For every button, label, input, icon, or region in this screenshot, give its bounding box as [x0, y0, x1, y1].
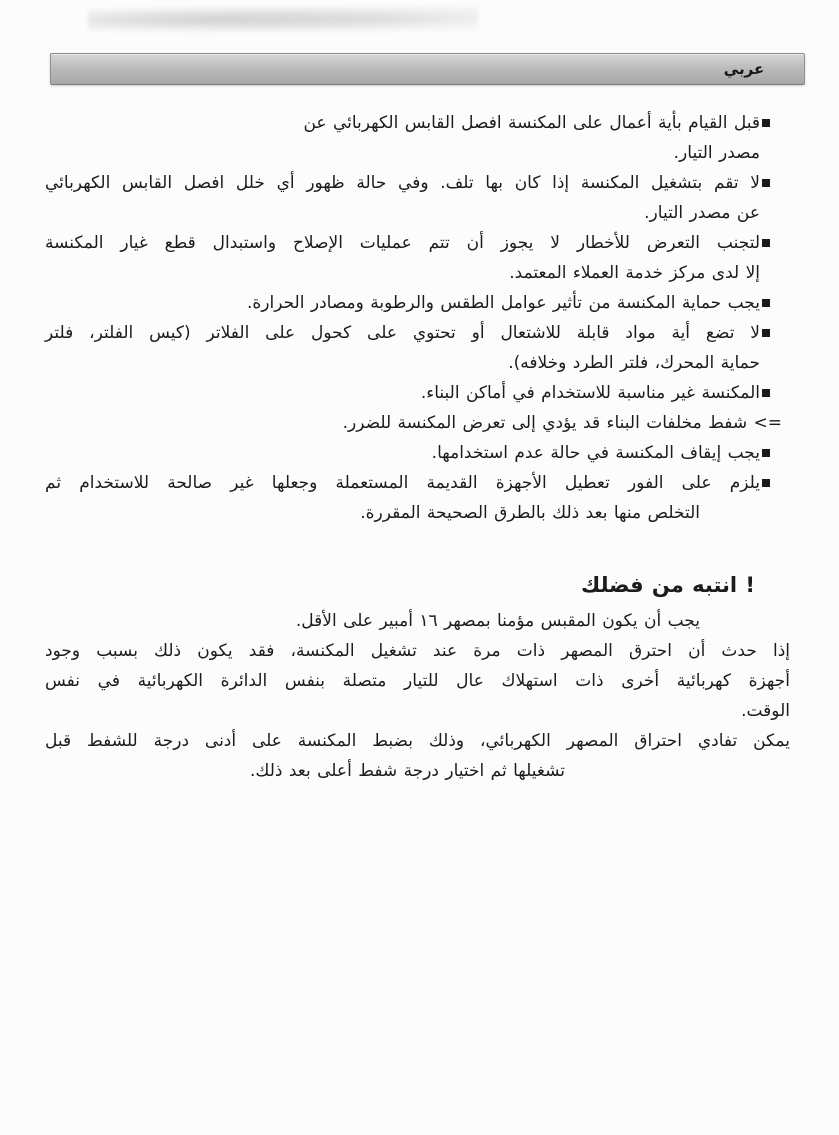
text-line: يجب حماية المكنسة من تأثير عوامل الطقس والرطوبة ومصادر الحرارة. [246, 293, 760, 313]
text-line: قبل القيام بأية أعمال على المكنسة افصل القابس الكهربائي عن [303, 113, 760, 133]
bullet-item [45, 108, 790, 168]
scan-artifact [88, 6, 478, 34]
bullet-item [45, 438, 790, 468]
bullet-item [45, 378, 790, 438]
text-line: => شفط مخلفات البناء قد يؤدي إلى تعرض المكنسة للضرر. [342, 413, 782, 433]
language-header-bar [50, 53, 805, 85]
text-line: حماية المحرك، فلتر الطرد وخلافه). [508, 353, 760, 373]
text-line: عن مصدر التيار. [644, 203, 760, 223]
bullet-square-icon [762, 119, 770, 127]
bullet-item [45, 288, 790, 318]
text-line: أجهزة كهربائية أخرى ذات استهلاك عال للتيار متصلة بنفس الدائرة الكهربائية في نفس [45, 671, 790, 691]
text-line: التخلص منها بعد ذلك بالطرق الصحيحة المقررة. [360, 503, 700, 523]
note-paragraph [45, 636, 790, 726]
bullet-square-icon [762, 479, 770, 487]
bullet-square-icon [762, 179, 770, 187]
text-line: يجب إيقاف المكنسة في حالة عدم استخدامها. [431, 443, 760, 463]
bullet-square-icon [762, 329, 770, 337]
language-label: عربي [722, 60, 765, 78]
safety-bullet-list [45, 108, 790, 528]
text-line: مصدر التيار. [673, 143, 760, 163]
bullet-item [45, 228, 790, 288]
bullet-item [45, 468, 790, 528]
text-line: يجب أن يكون المقبس مؤمنا بمصهر ١٦ أمبير على الأقل. [295, 611, 700, 631]
text-line: يمكن تفادي احتراق المصهر الكهربائي، وذلك بضبط المكنسة على أدنى درجة للشفط قبل [45, 731, 790, 751]
bullet-square-icon [762, 239, 770, 247]
attention-heading: ! انتبه من فضلك [581, 573, 755, 597]
bullet-square-icon [762, 299, 770, 307]
text-line: لتجنب التعرض للأخطار لا يجوز أن تتم عمليات الإصلاح واستبدال قطع غيار المكنسة [45, 233, 760, 253]
attention-paragraphs [45, 606, 790, 786]
attention-section [45, 568, 790, 786]
bullet-square-icon [762, 449, 770, 457]
bullet-item [45, 168, 790, 228]
bullet-item [45, 318, 790, 378]
note-paragraph [45, 726, 790, 786]
text-line: تشغيلها ثم اختيار درجة شفط أعلى بعد ذلك. [249, 761, 565, 781]
text-line: يلزم على الفور تعطيل الأجهزة القديمة المستعملة وجعلها غير صالحة للاستخدام ثم [45, 473, 760, 493]
bullet-square-icon [762, 389, 770, 397]
text-line: لا تضع أية مواد قابلة للاشتعال أو تحتوي على كحول على الفلاتر (كيس الفلتر، فلتر [45, 323, 760, 343]
text-line: إذا حدث أن احترق المصهر ذات مرة عند تشغيل المكنسة، فقد يكون ذلك بسبب وجود [45, 641, 790, 661]
text-line: إلا لدى مركز خدمة العملاء المعتمد. [509, 263, 760, 283]
text-line: الوقت. [741, 701, 790, 721]
note-paragraph [45, 606, 790, 636]
text-line: المكنسة غير مناسبة للاستخدام في أماكن البناء. [420, 383, 760, 403]
text-line: لا تقم بتشغيل المكنسة إذا كان بها تلف. وفي حالة ظهور أي خلل افصل القابس الكهربائي [45, 173, 760, 193]
safety-instructions-section [45, 108, 790, 786]
